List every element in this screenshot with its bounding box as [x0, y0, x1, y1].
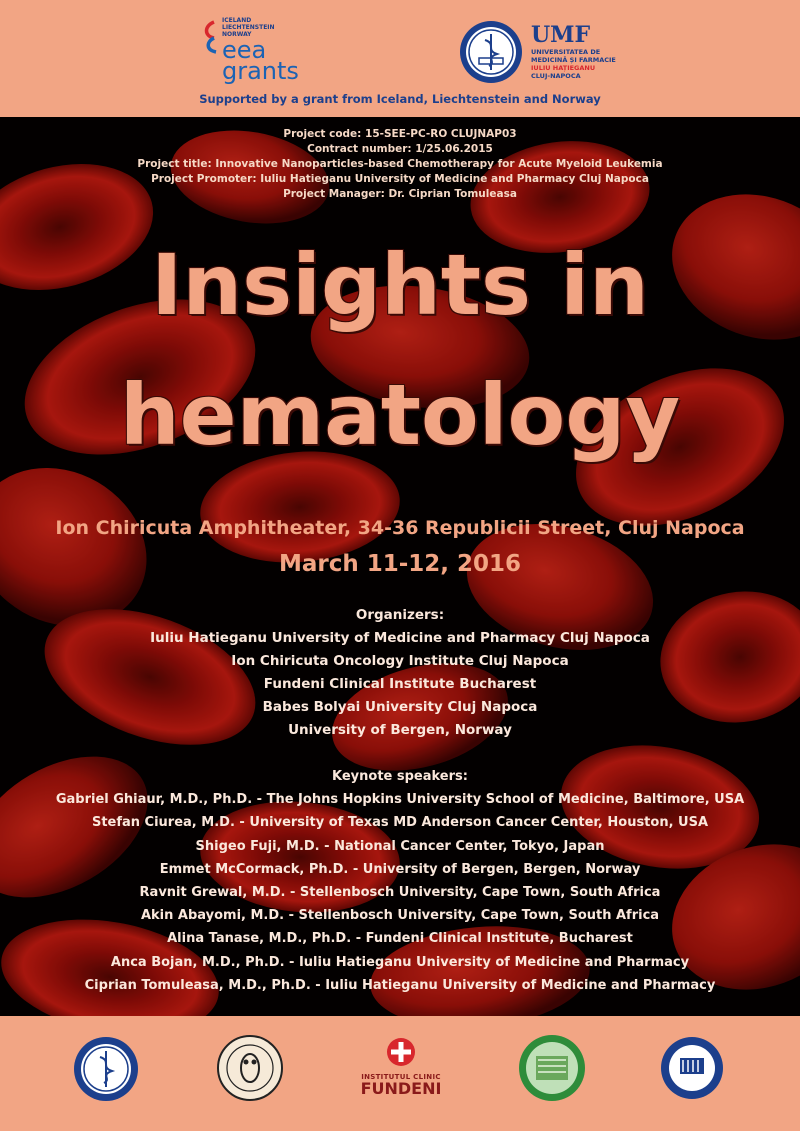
- poster-title-line-2: hematology: [119, 366, 681, 464]
- organizers-heading: Organizers:: [355, 607, 445, 623]
- project-line: Contract number: 1/25.06.2015: [307, 143, 493, 155]
- main-area: [0, 117, 800, 1016]
- header-band: [0, 0, 800, 117]
- keynote-item: Shigeo Fuji, M.D. - National Cancer Center, Tokyo, Japan: [195, 838, 605, 854]
- venue: Ion Chiricuta Amphitheater, 34-36 Republicii Street, Cluj Napoca: [55, 517, 745, 539]
- poster-title-line-1: Insights in: [151, 236, 649, 334]
- umf-seal-icon: [459, 20, 523, 84]
- grant-text: Supported by a grant from Iceland, Liechtenstein and Norway: [199, 92, 601, 106]
- fundeni-wordmark: [356, 1073, 446, 1097]
- organizer-item: University of Bergen, Norway: [288, 722, 512, 738]
- umf-seal-footer-icon: [73, 1036, 139, 1102]
- keynote-item: Ravnit Grewal, M.D. - Stellenbosch University, Cape Town, South Africa: [139, 885, 661, 901]
- fundeni-logo-icon: [385, 1036, 417, 1072]
- event-date: March 11-12, 2016: [278, 551, 522, 577]
- keynote-item: Emmet McCormack, Ph.D. - University of Bergen, Bergen, Norway: [159, 861, 641, 877]
- keynote-speakers: [0, 765, 800, 997]
- fundeni-small: INSTITUTUL CLINIC: [361, 1073, 441, 1081]
- keynote-item: Akin Abayomi, M.D. - Stellenbosch University, Cape Town, South Africa: [140, 908, 660, 924]
- umf-line: IULIU HAȚIEGANU: [531, 64, 596, 72]
- keynote-item: Anca Bojan, M.D., Ph.D. - Iuliu Hatieganu University of Medicine and Pharmacy: [110, 954, 690, 970]
- umf-lines: [531, 48, 616, 80]
- umf-name: UMF: [531, 22, 591, 48]
- eea-countries: [222, 17, 275, 38]
- project-info: [0, 127, 800, 202]
- keynotes-heading: Keynote speakers:: [332, 769, 468, 784]
- eea-country: NORWAY: [222, 31, 252, 38]
- organizer-item: Ion Chiricuta Oncology Institute Cluj Napoca: [231, 653, 569, 669]
- organizer-item: Fundeni Clinical Institute Bucharest: [263, 676, 537, 692]
- eea-country: LIECHTENSTEIN: [222, 24, 275, 31]
- project-line: Project title: Innovative Nanoparticles-based Chemotherapy for Acute Myeloid Leukemia: [137, 158, 663, 170]
- keynote-item: Alina Tanase, M.D., Ph.D. - Fundeni Clinical Institute, Bucharest: [167, 931, 633, 947]
- oncology-institute-seal-icon: [518, 1034, 586, 1102]
- organizer-item: Babes Bolyai University Cluj Napoca: [262, 699, 538, 715]
- eea-grants-logo-icon: [200, 18, 220, 58]
- organizers: [0, 604, 800, 742]
- project-line: Project Promoter: Iuliu Hatieganu University of Medicine and Pharmacy Cluj Napoca: [151, 173, 649, 185]
- babes-bolyai-seal-icon: [660, 1036, 724, 1100]
- eea-brand-line: eea: [222, 36, 267, 64]
- keynote-item: Gabriel Ghiaur, M.D., Ph.D. - The Johns Hopkins University School of Medicine, Baltimore, USA: [55, 792, 745, 808]
- eea-brand-line: grants: [222, 57, 299, 85]
- umf-line: UNIVERSITATEA DE: [531, 48, 601, 56]
- project-line: Project code: 15-SEE-PC-RO CLUJNAP03: [283, 128, 517, 140]
- umf-line: MEDICINĂ ȘI FARMACIE: [531, 56, 616, 64]
- eea-brand: [222, 36, 299, 85]
- university-of-bergen-seal-icon: [216, 1034, 284, 1102]
- umf-line: CLUJ-NAPOCA: [531, 72, 581, 80]
- keynote-item: Stefan Ciurea, M.D. - University of Texas MD Anderson Cancer Center, Houston, USA: [91, 815, 709, 831]
- fundeni-big: FUNDENI: [360, 1079, 442, 1098]
- project-line: Project Manager: Dr. Ciprian Tomuleasa: [283, 188, 517, 200]
- organizer-item: Iuliu Hatieganu University of Medicine and Pharmacy Cluj Napoca: [150, 630, 650, 646]
- keynote-item: Ciprian Tomuleasa, M.D., Ph.D. - Iuliu Hatieganu University of Medicine and Pharmacy: [84, 977, 716, 993]
- eea-country: ICELAND: [222, 17, 252, 24]
